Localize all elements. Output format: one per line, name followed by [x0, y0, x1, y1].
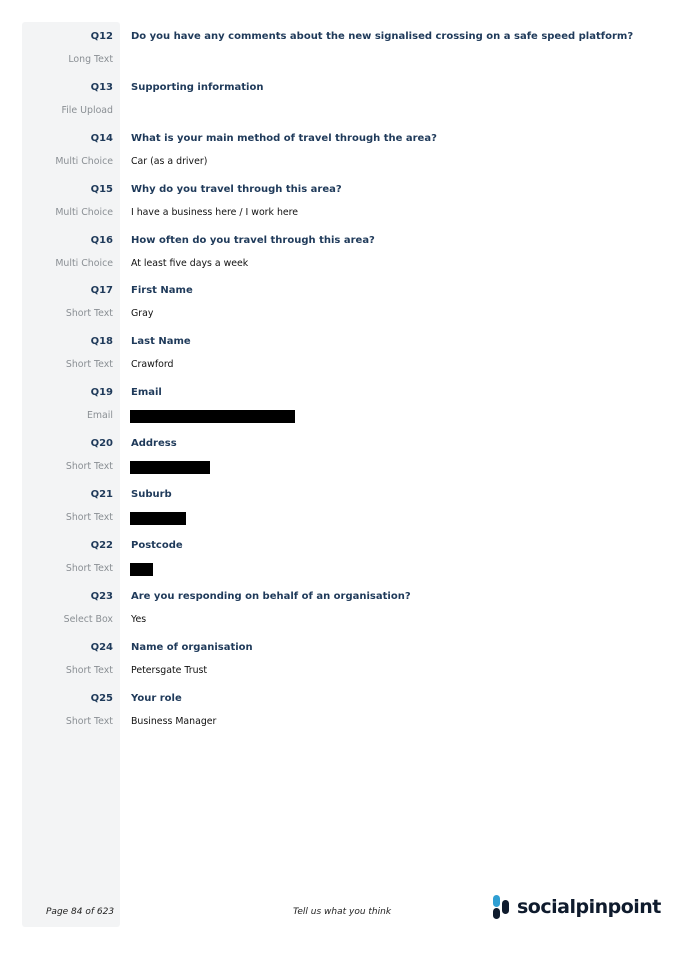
- redacted-block: [130, 461, 210, 474]
- question-title: How often do you travel through this area?: [131, 234, 375, 246]
- question-type: Multi Choice: [55, 206, 113, 218]
- question-type: Short Text: [65, 664, 113, 676]
- question-number: Q21: [90, 489, 113, 501]
- redacted-block: [130, 410, 295, 423]
- question-title: Do you have any comments about the new signalised crossing on a safe speed platform?: [131, 31, 634, 42]
- question-item: [0, 488, 675, 539]
- question-type: Short Text: [65, 512, 113, 524]
- question-item: [0, 437, 675, 488]
- question-number: Q25: [90, 692, 113, 704]
- question-item: [0, 335, 675, 386]
- question-number: Q13: [90, 81, 113, 93]
- question-answer: At least five days a week: [131, 257, 249, 269]
- question-answer: Petersgate Trust: [131, 664, 208, 676]
- question-list: [0, 30, 675, 742]
- question-title: Your role: [131, 692, 182, 704]
- question-item: [0, 539, 675, 590]
- question-title: Name of organisation: [131, 641, 253, 653]
- question-title: Are you responding on behalf of an organisation?: [131, 590, 411, 602]
- question-item: [0, 132, 675, 183]
- question-answer: Crawford: [131, 359, 174, 371]
- question-number: Q24: [90, 641, 113, 653]
- question-number: Q23: [90, 590, 113, 602]
- socialpinpoint-logo: [492, 894, 661, 920]
- redacted-block: [130, 563, 153, 576]
- question-item: [0, 234, 675, 285]
- question-number: Q19: [90, 387, 113, 399]
- question-number: Q12: [90, 31, 113, 42]
- page-number: Page 84 of 623: [46, 907, 115, 917]
- question-title: Address: [131, 438, 177, 450]
- question-item: [0, 30, 675, 81]
- question-title: Why do you travel through this area?: [131, 183, 342, 195]
- question-type: Short Text: [65, 562, 113, 574]
- question-title: Supporting information: [131, 81, 264, 93]
- question-number: Q16: [90, 234, 113, 246]
- question-type: Email: [86, 410, 113, 422]
- question-answer: I have a business here / I work here: [131, 206, 299, 218]
- question-item: [0, 386, 675, 437]
- redacted-block: [130, 512, 186, 525]
- question-answer: Gray: [131, 308, 154, 320]
- question-item: [0, 590, 675, 641]
- question-title: What is your main method of travel through the area?: [131, 132, 437, 144]
- question-item: [0, 183, 675, 234]
- question-type: Short Text: [65, 461, 113, 473]
- question-type: File Upload: [61, 104, 113, 116]
- question-answer: Business Manager: [131, 715, 217, 727]
- question-title: Suburb: [131, 489, 172, 501]
- question-number: Q20: [90, 438, 113, 450]
- question-item: [0, 641, 675, 692]
- question-title: Email: [131, 387, 162, 399]
- question-title: Last Name: [131, 336, 191, 348]
- logo-text: socialpinpoint: [517, 896, 661, 918]
- question-type: Multi Choice: [55, 257, 113, 269]
- question-item: [0, 81, 675, 132]
- question-number: Q14: [90, 132, 113, 144]
- question-title: First Name: [131, 285, 193, 297]
- question-type: Multi Choice: [55, 155, 113, 167]
- question-type: Short Text: [65, 715, 113, 727]
- question-type: Short Text: [65, 359, 113, 371]
- question-item: [0, 284, 675, 335]
- question-number: Q17: [90, 285, 113, 297]
- question-answer: Car (as a driver): [131, 155, 208, 167]
- question-type: Short Text: [65, 308, 113, 320]
- question-number: Q22: [90, 539, 113, 551]
- question-type: Select Box: [63, 613, 113, 625]
- question-number: Q18: [90, 336, 113, 348]
- question-item: [0, 692, 675, 743]
- question-number: Q15: [90, 183, 113, 195]
- question-title: Postcode: [131, 539, 183, 551]
- question-type: Long Text: [68, 54, 113, 65]
- question-answer: Yes: [131, 613, 147, 625]
- footer-tagline: Tell us what you think: [293, 907, 392, 917]
- logo-mark-icon: [492, 894, 511, 920]
